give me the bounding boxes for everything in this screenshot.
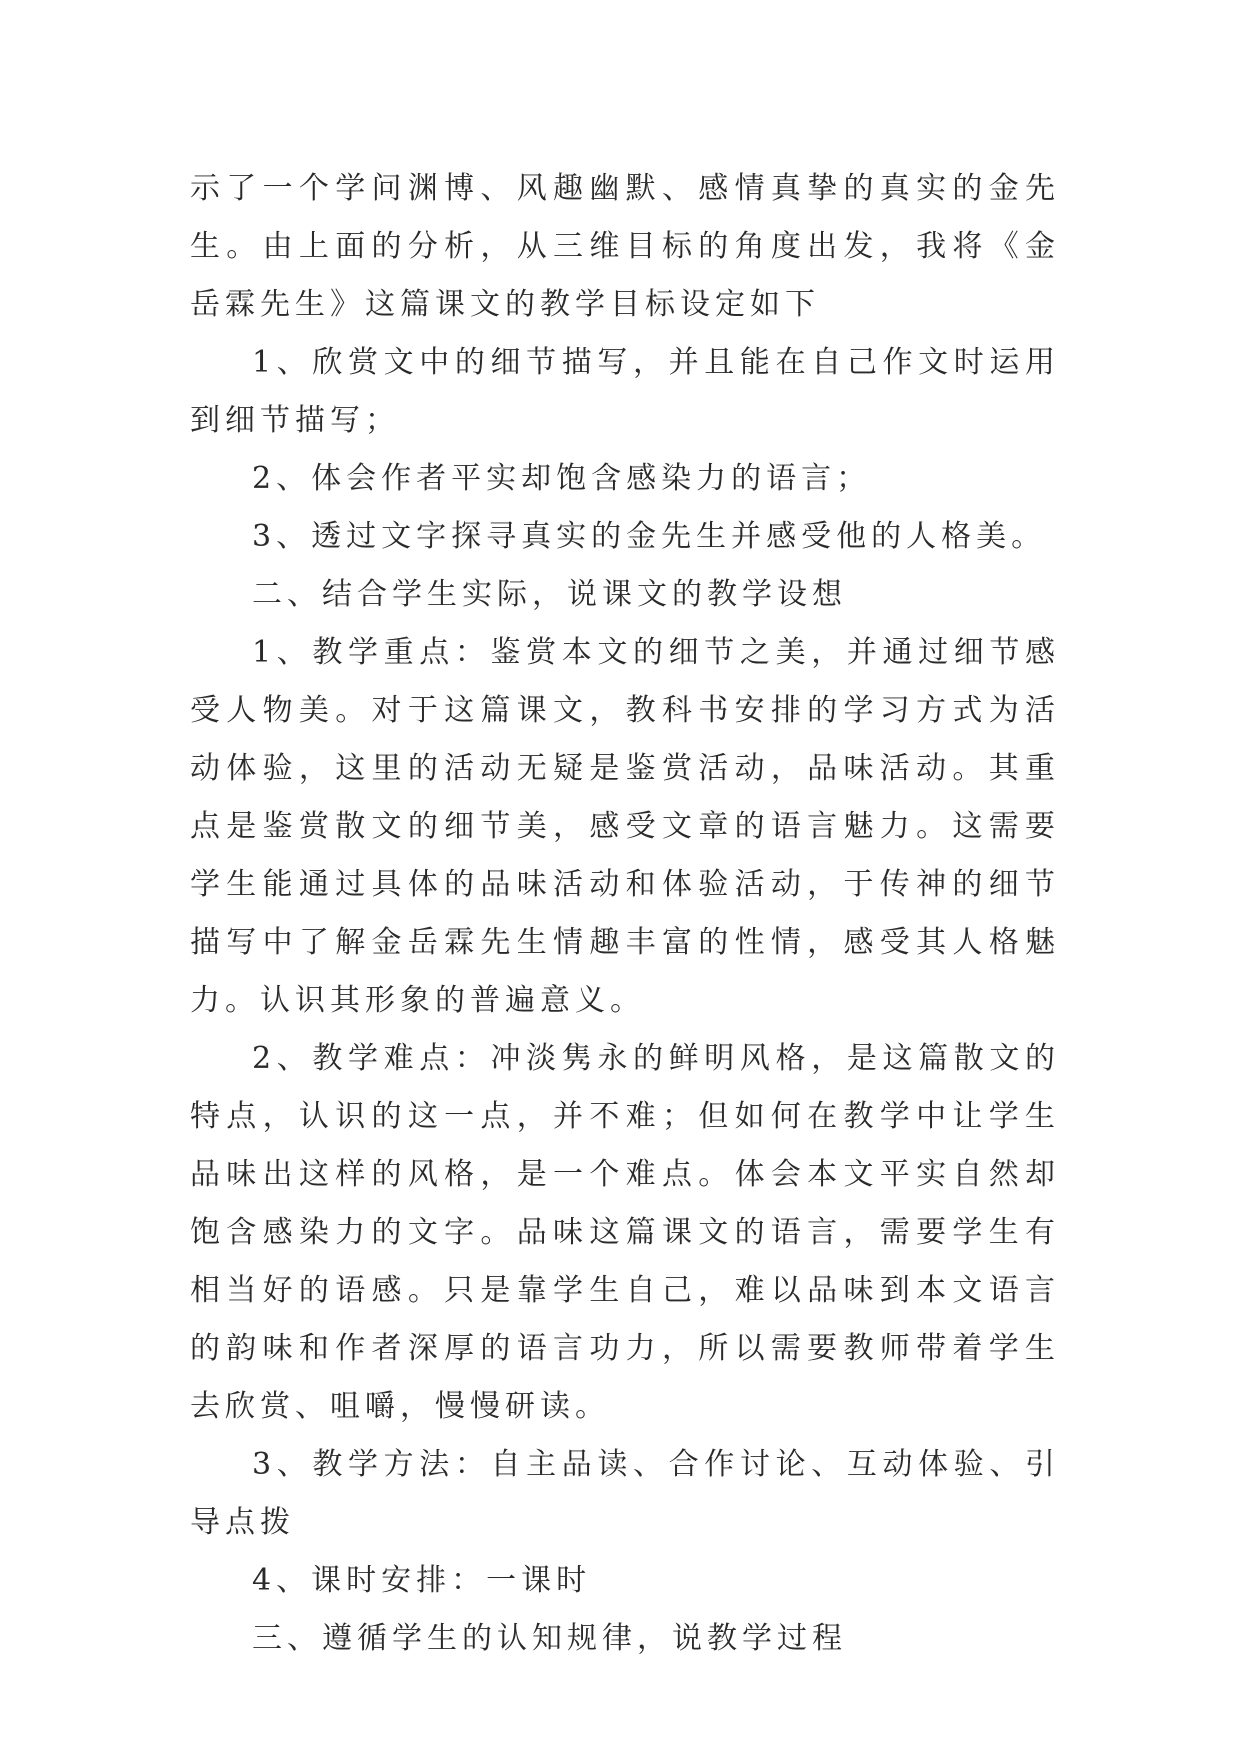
paragraph-goal-1: 1、欣赏文中的细节描写，并且能在自己作文时运用到细节描写；: [190, 345, 1060, 438]
paragraph-teaching-method: 3、教学方法：自主品读、合作讨论、互动体验、引导点拨: [190, 1447, 1060, 1540]
paragraph-intro: 示了一个学问渊博、风趣幽默、感情真挚的真实的金先生。由上面的分析，从三维目标的角度出发，我将《金岳霖先生》这篇课文的教学目标设定如下: [190, 171, 1060, 322]
document-body: [190, 160, 1060, 1668]
section-heading-3: 三、遵循学生的认知规律，说教学过程: [252, 1621, 847, 1656]
paragraph-teaching-difficulty: 2、教学难点：冲淡隽永的鲜明风格，是这篇散文的特点，认识的这一点，并不难；但如何在教学中让学生品味出这样的风格，是一个难点。体会本文平实自然却饱含感染力的文字。品味这篇课文的语言，需要学生有相当好的语感。只是靠学生自己，难以品味到本文语言的韵味和作者深厚的语言功力，所以需要教师带着学生去欣赏、咀嚼，慢慢研读。: [190, 1041, 1060, 1424]
paragraph-goal-3: 3、透过文字探寻真实的金先生并感受他的人格美。: [252, 519, 1047, 554]
paragraph-goal-2: 2、体会作者平实却饱含感染力的语言；: [252, 461, 872, 496]
section-heading-2: 二、结合学生实际，说课文的教学设想: [252, 577, 847, 612]
paragraph-teaching-focus: 1、教学重点：鉴赏本文的细节之美，并通过细节感受人物美。对于这篇课文，教科书安排的学习方式为活动体验，这里的活动无疑是鉴赏活动，品味活动。其重点是鉴赏散文的细节美，感受文章的语言魅力。这需要学生能通过具体的品味活动和体验活动，于传神的细节描写中了解金岳霖先生情趣丰富的性情，感受其人格魅力。认识其形象的普遍意义。: [190, 635, 1060, 1018]
paragraph-class-schedule: 4、课时安排：一课时: [252, 1563, 592, 1598]
